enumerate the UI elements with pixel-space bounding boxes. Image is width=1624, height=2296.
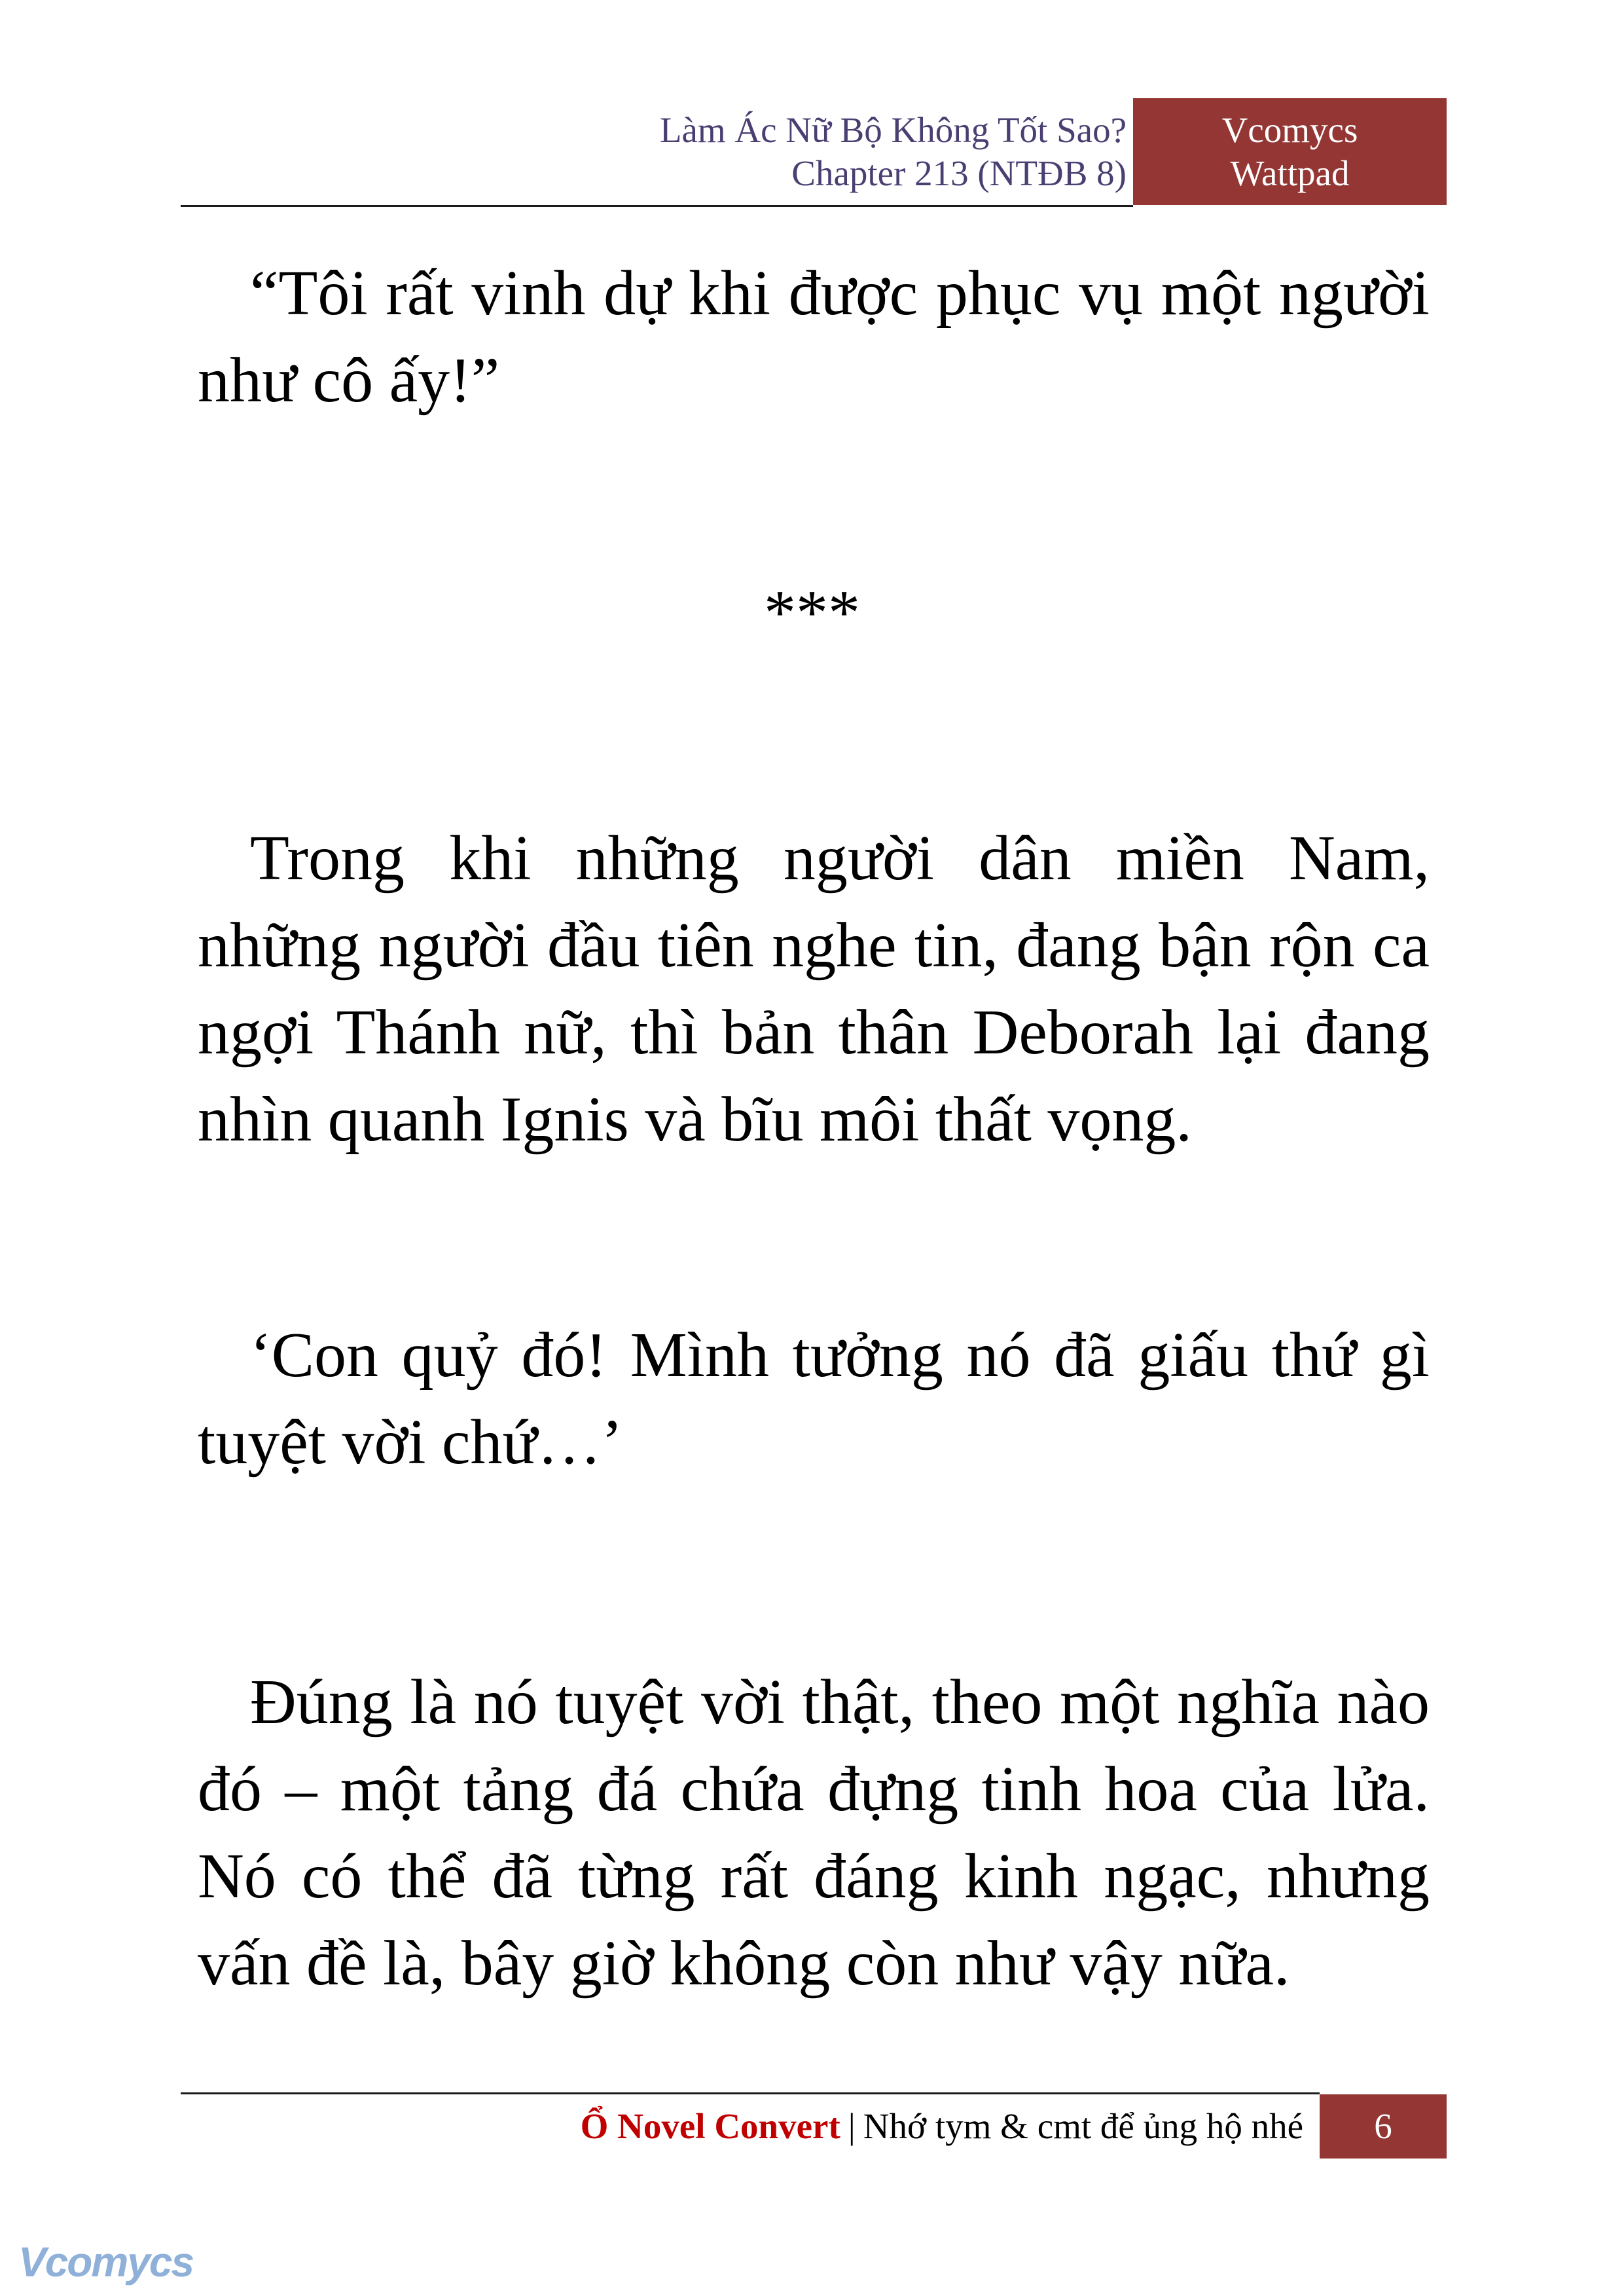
paragraph: “Tôi rất vinh dự khi được phục vụ một người như cô ấy!” xyxy=(198,258,1430,416)
footer-brand: Ổ Novel Convert xyxy=(580,2106,840,2146)
paragraph: Đúng là nó tuyệt vời thật, theo một nghĩa nào đó – một tảng đá chứa đựng tinh hoa của lửa. Nó có thể đã từng rất đáng kinh ngạc, nhưng vấn đề là, bây giờ không còn như vậy nữa. xyxy=(198,1667,1430,1999)
chapter-label: Chapter 213 (NTĐB 8) xyxy=(791,153,1127,193)
page-header xyxy=(181,98,1447,206)
footer-message: Nhớ tym & cmt để ủng hộ nhé xyxy=(863,2106,1303,2146)
header-titles xyxy=(181,98,1127,205)
header-divider xyxy=(181,205,1133,207)
footer-separator: | xyxy=(848,2106,856,2146)
page-footer xyxy=(181,2094,1303,2159)
paragraph: Trong khi những người dân miền Nam, những người đầu tiên nghe tin, đang bận rộn ca ngợi Thánh nữ, thì bản thân Deborah lại đang nhìn quanh Ignis và bĩu môi thất vọng. xyxy=(198,823,1430,1155)
platform-name: Wattpad xyxy=(1230,153,1350,193)
watermark-text: Vcomycs xyxy=(18,2238,194,2286)
page-number: 6 xyxy=(1320,2094,1447,2159)
scene-separator: *** xyxy=(764,577,860,648)
paragraph: ‘Con quỷ đó! Mình tưởng nó đã giấu thứ gì tuyệt vời chứ…’ xyxy=(198,1320,1430,1478)
publisher-name: Vcomycs xyxy=(1221,110,1358,150)
vcomycs-watermark-logo xyxy=(18,2236,194,2288)
publisher-badge xyxy=(1133,98,1447,205)
book-title: Làm Ác Nữ Bộ Không Tốt Sao? xyxy=(659,110,1127,150)
